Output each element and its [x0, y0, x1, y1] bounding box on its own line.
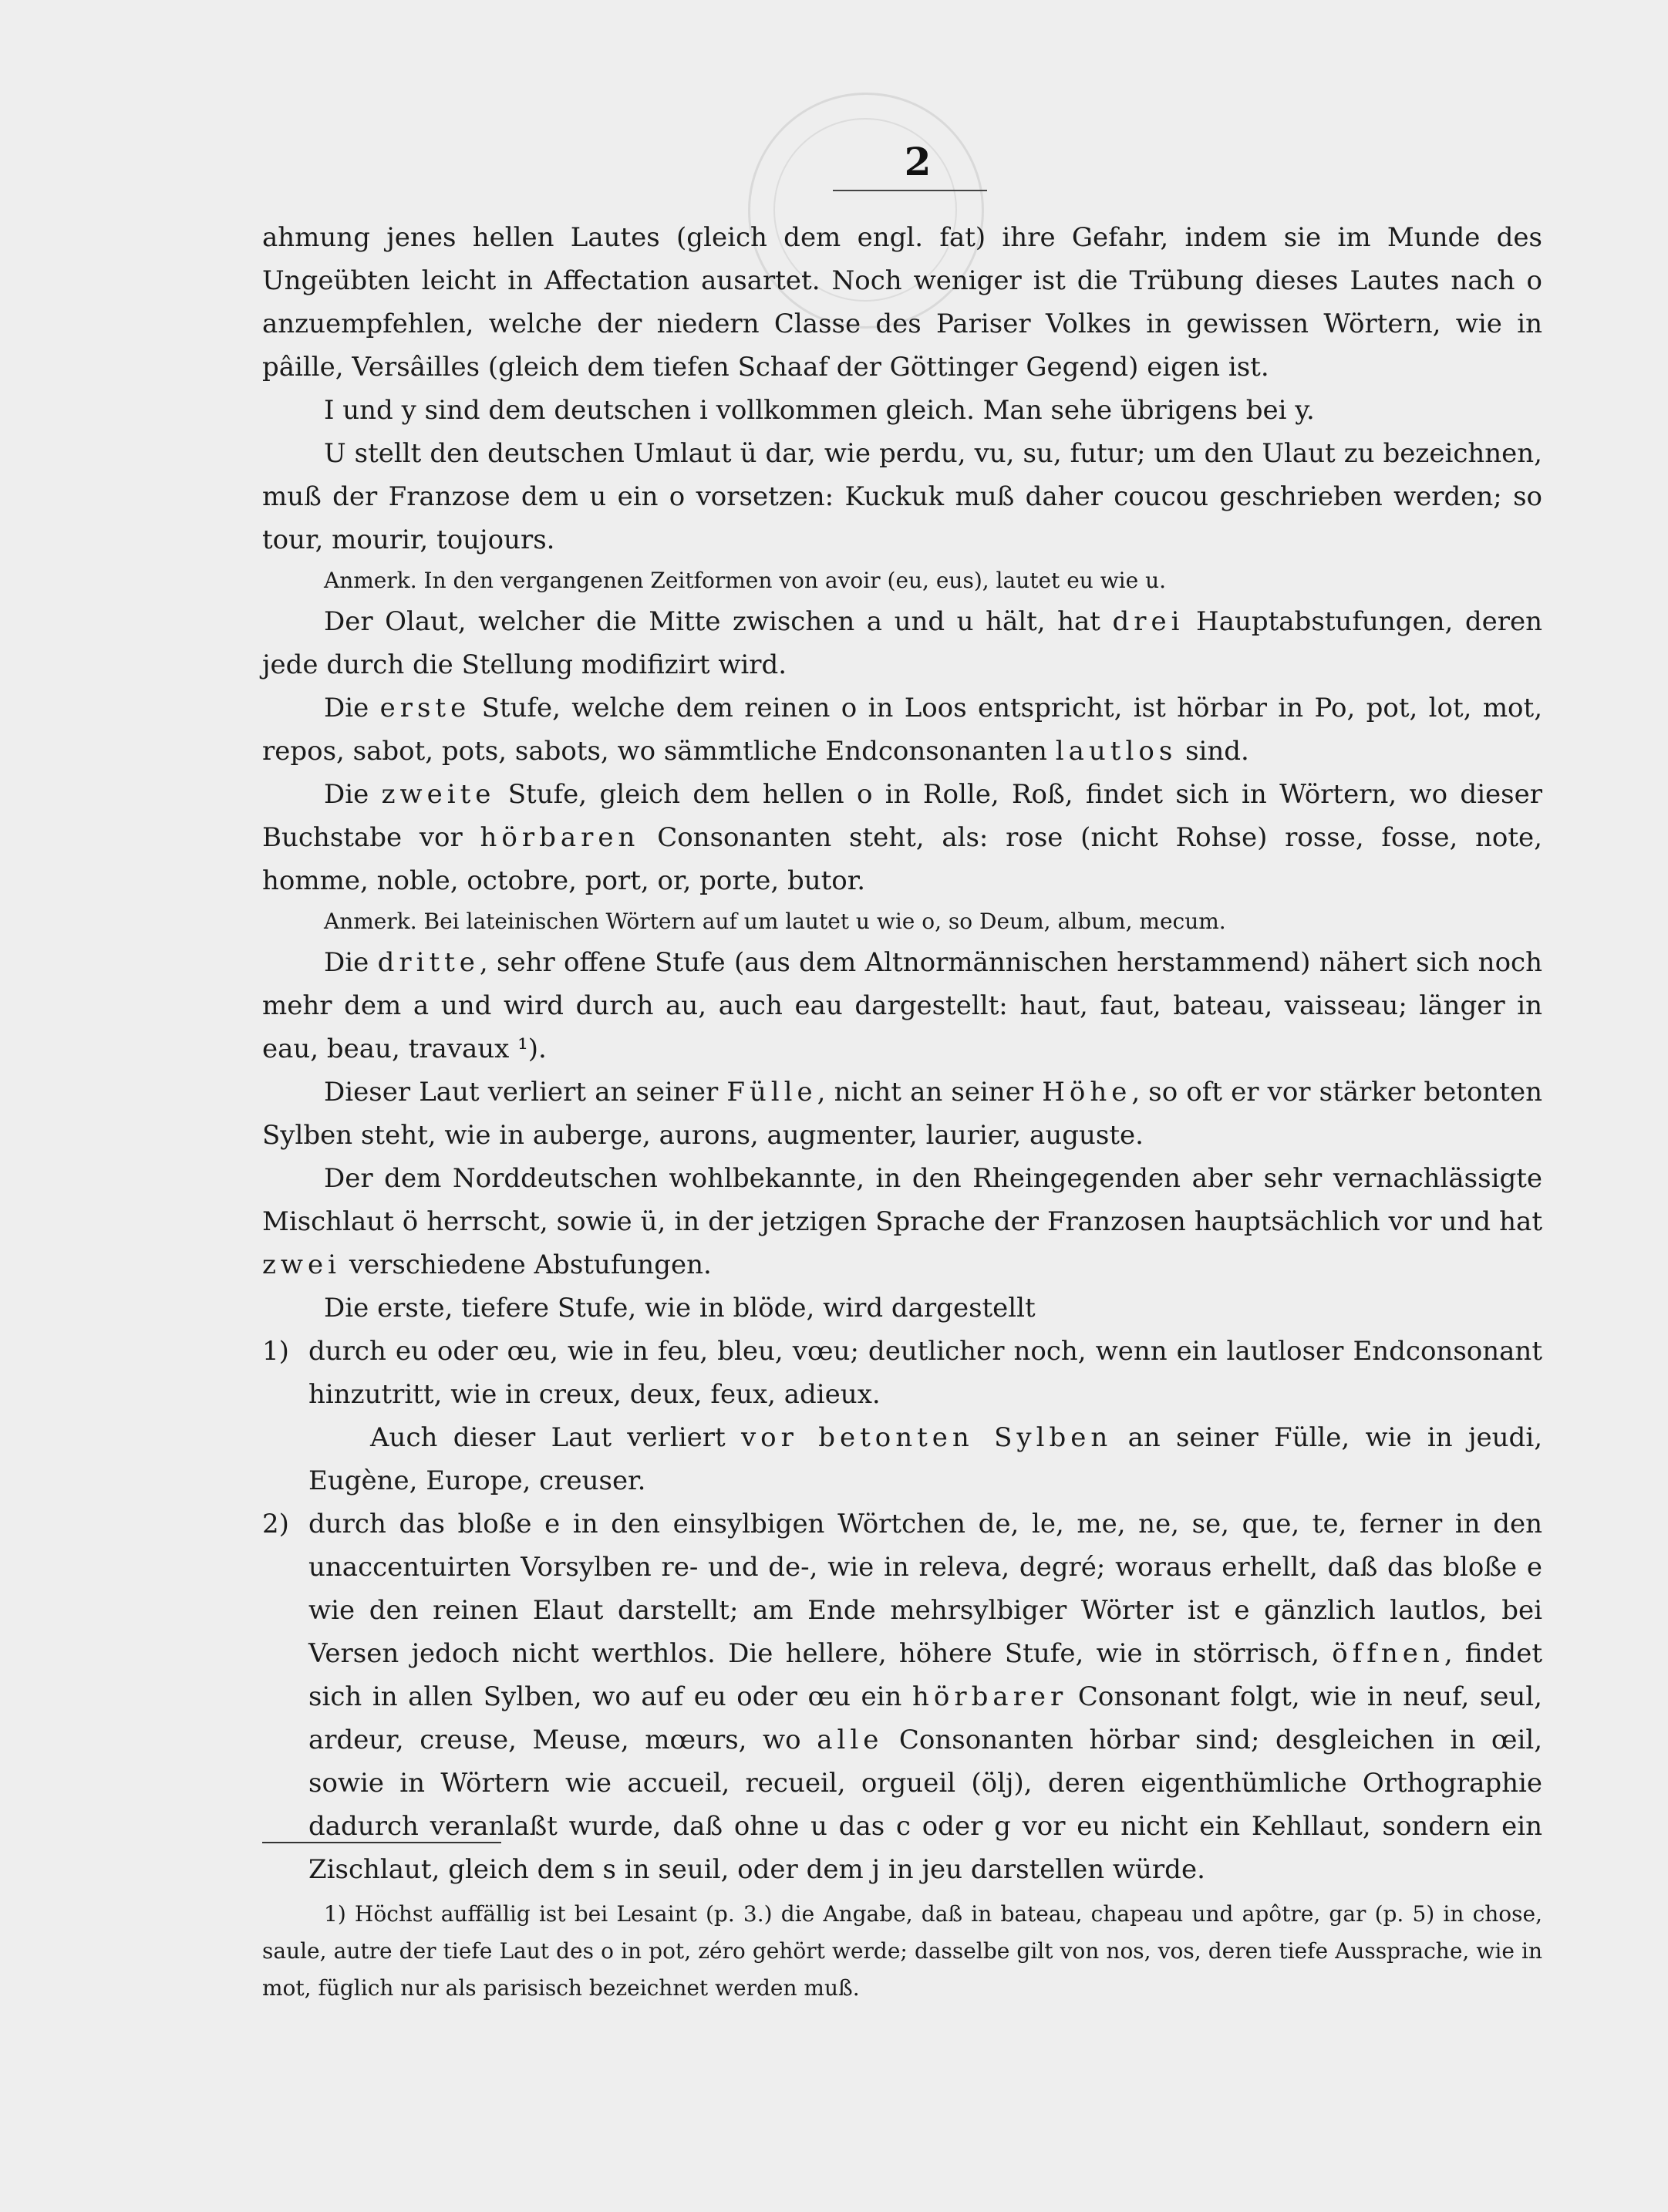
- text-run: , findet sich in allen Sylben, wo auf eu oder œu ein: [308, 1638, 1542, 1712]
- text-run: Die: [324, 779, 382, 810]
- spaced-word: alle: [817, 1725, 884, 1755]
- spaced-word: dritte: [377, 947, 480, 978]
- text-run: Consonanten steht, als: rose (nicht Rohse) rosse, fosse, note, homme, noble, octobre, port, or, porte, butor.: [262, 822, 1542, 896]
- note-1: Anmerk. In den vergangenen Zeitformen von avoir (eu, eus), lautet eu wie u.: [324, 568, 1167, 593]
- item-number: 2): [262, 1509, 289, 1539]
- spaced-word: zwei: [262, 1249, 342, 1280]
- enumerated-item-2: [262, 1502, 1542, 1891]
- footnote-rule: [262, 1842, 501, 1843]
- paragraph-6: [262, 773, 1542, 902]
- spaced-word: öffnen: [1332, 1638, 1444, 1669]
- paragraph-1: ahmung jenes hellen Lautes (gleich dem engl. fat) ihre Gefahr, indem sie im Munde des Ungeübten leicht in Affectation ausartet. Noch weniger ist die Trübung dieses Lautes nach o anzuempfehlen, welche der niedern Classe des Pariser Volkes in gewissen Wörtern, wie in pâille, Versâilles (gleich dem tiefen Schaaf der Göttinger Gegend) eigen ist.: [262, 222, 1542, 383]
- text-run: durch eu oder œu, wie in feu, bleu, vœu; deutlicher noch, wenn ein lautloser Endconsonant hinzutritt, wie in creux, deux, feux, adieux.: [308, 1336, 1542, 1410]
- paragraph-2: I und y sind dem deutschen i vollkommen gleich. Man sehe übrigens bei y.: [324, 395, 1315, 426]
- text-run: Der Olaut, welcher die Mitte zwischen a und u hält, hat: [324, 606, 1113, 637]
- spaced-word: erste: [379, 693, 471, 723]
- paragraph-7: [262, 941, 1542, 1071]
- text-run: , sehr offene Stufe (aus dem Altnormännischen herstammend) nähert sich noch mehr dem a und wird durch au, auch eau dargestellt: haut, faut, bateau, vaisseau; länger in eau, beau, travaux ¹).: [262, 947, 1542, 1064]
- paragraph-3: U stellt den deutschen Umlaut ü dar, wie perdu, vu, su, futur; um den Ulaut zu bezeichnen, muß der Franzose dem u ein o vorsetzen: Kuckuk muß daher coucou geschrieben werden; so tour, mourir, toujours.: [262, 438, 1542, 555]
- spaced-word: Höhe: [1042, 1077, 1132, 1108]
- text-run: Die: [324, 693, 380, 723]
- spaced-word: drei: [1112, 606, 1184, 637]
- text-run: an seiner Fülle, wie in jeudi, Eugène, Europe, creuser.: [308, 1422, 1542, 1496]
- paragraph-4: [262, 600, 1542, 686]
- page-number: 2: [904, 139, 932, 184]
- spaced-word: lautlos: [1055, 736, 1178, 767]
- spaced-word: hörbarer: [912, 1681, 1068, 1712]
- text-run: sind.: [1177, 736, 1249, 767]
- spaced-word: Fülle: [726, 1077, 817, 1108]
- text-run: , so oft er vor stärker betonten Sylben steht, wie in auberge, aurons, augmenter, laurier, auguste.: [262, 1077, 1542, 1151]
- page-number-rule: [833, 190, 987, 191]
- spaced-word: zweite: [381, 779, 496, 810]
- text-run: Dieser Laut verliert an seiner: [324, 1077, 727, 1108]
- paragraph-9: [262, 1157, 1542, 1286]
- body-text: [262, 216, 1542, 1891]
- text-run: Der dem Norddeutschen wohlbekannte, in den Rheingegenden aber sehr vernachlässigte Mischlaut ö herrscht, sowie ü, in der jetzigen Sprache der Franzosen hauptsächlich vor und hat: [262, 1163, 1542, 1237]
- text-run: Die: [324, 947, 378, 978]
- item-number: 1): [262, 1336, 289, 1367]
- text-run: Hauptabstufungen, deren jede durch die Stellung modifizirt wird.: [262, 606, 1542, 680]
- text-run: , nicht an seiner: [817, 1077, 1043, 1108]
- text-run: Stufe, welche dem reinen o in Loos entspricht, ist hörbar in Po, pot, lot, mot, repos, sabot, pots, sabots, wo sämmtliche Endconsonanten: [262, 693, 1542, 767]
- paragraph-5: [262, 686, 1542, 773]
- text-run: durch das bloße e in den einsylbigen Wörtchen de, le, me, ne, se, que, te, ferner in den unaccentuirten Vorsylben re- und de-, wie in releva, degré; woraus erhellt, daß das bloße e wie den reinen Elaut darstellt; am Ende mehrsylbiger Wörter ist e gänzlich lautlos, bei Versen jedoch nicht werthlos. Die hellere, höhere Stufe, wie in störrisch,: [308, 1509, 1542, 1669]
- paragraph-8: [262, 1071, 1542, 1157]
- footnote: 1) Höchst auffällig ist bei Lesaint (p. 3.) die Angabe, daß in bateau, chapeau und apôtre, gar (p. 5) in chose, saule, autre der tiefe Laut des o in pot, zéro gehört werde; dasselbe gilt von nos, vos, deren tiefe Aussprache, wie in mot, füglich nur als parisisch bezeichnet werden muß.: [262, 1901, 1542, 2001]
- text-run: Auch dieser Laut verliert: [370, 1422, 741, 1453]
- paragraph-10: Die erste, tiefere Stufe, wie in blöde, wird dargestellt: [324, 1293, 1036, 1323]
- note-2: Anmerk. Bei lateinischen Wörtern auf um lautet u wie o, so Deum, album, mecum.: [324, 909, 1226, 934]
- text-run: Stufe, gleich dem hellen o in Rolle, Roß, findet sich in Wörtern, wo dieser Buchstabe vor: [262, 779, 1543, 853]
- enumerated-item-1: [262, 1330, 1542, 1416]
- spaced-word: hörbaren: [480, 822, 640, 853]
- text-run: Consonant folgt, wie in neuf, seul, ardeur, creuse, Meuse, mœurs, wo: [308, 1681, 1542, 1755]
- spaced-word: vor betonten Sylben: [740, 1422, 1113, 1453]
- text-run: verschiedene Abstufungen.: [341, 1249, 712, 1280]
- enumerated-item-1-subparagraph: [262, 1416, 1542, 1502]
- text-run: Consonanten hörbar sind; desgleichen in œil, sowie in Wörtern wie accueil, recueil, orgueil (ölj), deren eigenthümliche Orthographie dadurch veranlaßt wurde, daß ohne u das c oder g vor eu nicht ein Kehllaut, sondern ein Zischlaut, gleich dem s in seuil, oder dem j in jeu darstellen würde.: [308, 1725, 1542, 1885]
